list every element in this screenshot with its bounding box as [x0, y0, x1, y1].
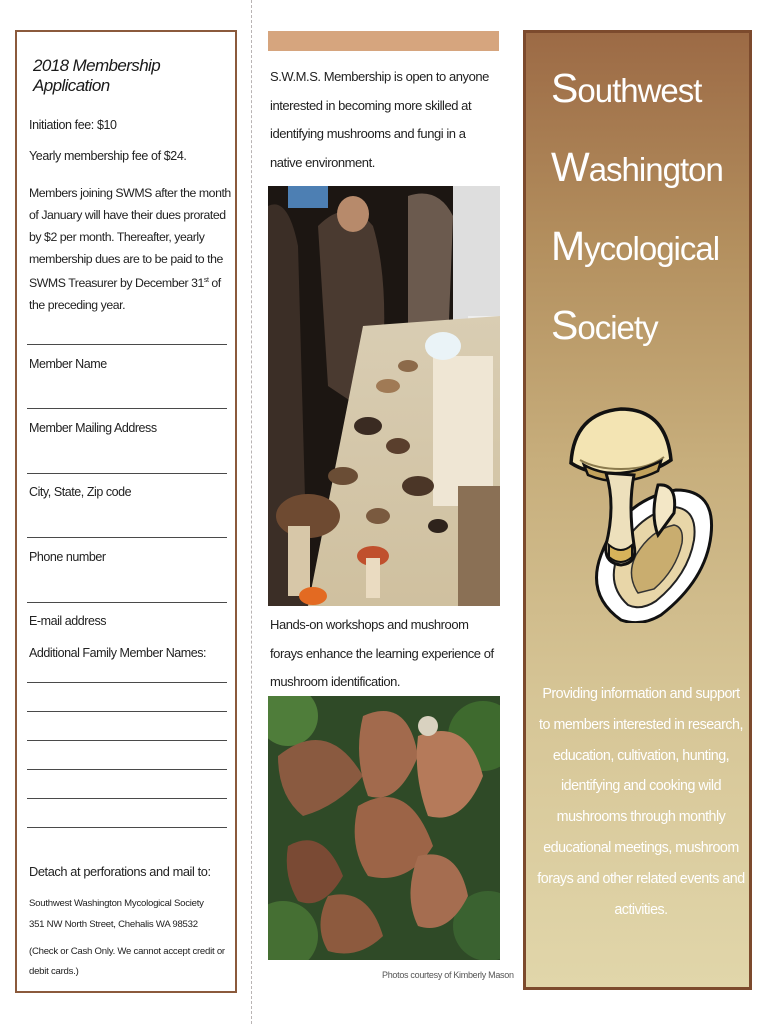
form-title: 2018 Membership Application: [33, 56, 161, 95]
member-name-line[interactable]: [27, 344, 227, 345]
family-member-line[interactable]: [27, 740, 227, 741]
city-state-zip-line[interactable]: [27, 473, 227, 474]
payment-note: (Check or Cash Only. We cannot accept credit or debit cards.): [29, 946, 225, 977]
mail-address-line2: 351 NW North Street, Chehalis WA 98532: [29, 919, 198, 930]
mailing-address-line[interactable]: [27, 408, 227, 409]
mushroom-cluster-illustration: [268, 696, 500, 960]
member-name-label: Member Name: [29, 357, 107, 371]
society-cover-panel: [523, 30, 752, 990]
society-mission: Providing information and support to members interested in research, education, cultivation, hunting, identifying and cooking wild mushrooms through monthly educational meetings, mushroom forays and other related events and activities.: [537, 686, 745, 918]
workshop-photo-illustration: [268, 186, 500, 606]
family-member-line[interactable]: [27, 711, 227, 712]
perforation-line: [251, 0, 252, 1024]
membership-form-panel: [15, 30, 237, 993]
detach-instructions: Detach at perforations and mail to:: [29, 864, 211, 879]
membership-intro: S.W.M.S. Membership is open to anyone interested in becoming more skilled at identifying mushrooms and fungi in a native environment.: [270, 69, 489, 170]
family-members-label: Additional Family Member Names:: [29, 646, 207, 660]
proration-text: Members joining SWMS after the month of January will have their dues prorated by $2 per month. Thereafter, yearly membership dues are to be paid to the SWMS Treasurer by December 31st of the preceding year.: [29, 186, 231, 313]
society-name-line: Washington: [551, 144, 723, 190]
phone-number-line[interactable]: [27, 537, 227, 538]
city-state-zip-label: City, State, Zip code: [29, 485, 132, 499]
photo-credit: Photos courtesy of Kimberly Mason: [382, 970, 514, 980]
mushroom-cluster-photo: [268, 696, 500, 960]
yearly-fee: Yearly membership fee of $24.: [29, 149, 187, 163]
family-member-line[interactable]: [27, 769, 227, 770]
family-member-line[interactable]: [27, 682, 227, 683]
email-line[interactable]: [27, 602, 227, 603]
email-label: E-mail address: [29, 614, 107, 628]
photo-caption: Hands-on workshops and mushroom forays enhance the learning experience of mushroom identification.: [270, 617, 494, 689]
workshop-photo: [268, 186, 500, 606]
phone-number-label: Phone number: [29, 550, 106, 564]
mail-address-line1: Southwest Washington Mycological Society: [29, 898, 204, 909]
accent-bar: [268, 31, 499, 51]
society-name-line: Society: [551, 302, 658, 348]
mailing-address-label: Member Mailing Address: [29, 421, 157, 435]
society-name-line: Southwest: [551, 65, 702, 111]
mushroom-icon: [566, 405, 716, 623]
family-member-line[interactable]: [27, 827, 227, 828]
family-member-line[interactable]: [27, 798, 227, 799]
initiation-fee: Initiation fee: $10: [29, 118, 117, 132]
society-name-line: Mycological: [551, 223, 720, 269]
